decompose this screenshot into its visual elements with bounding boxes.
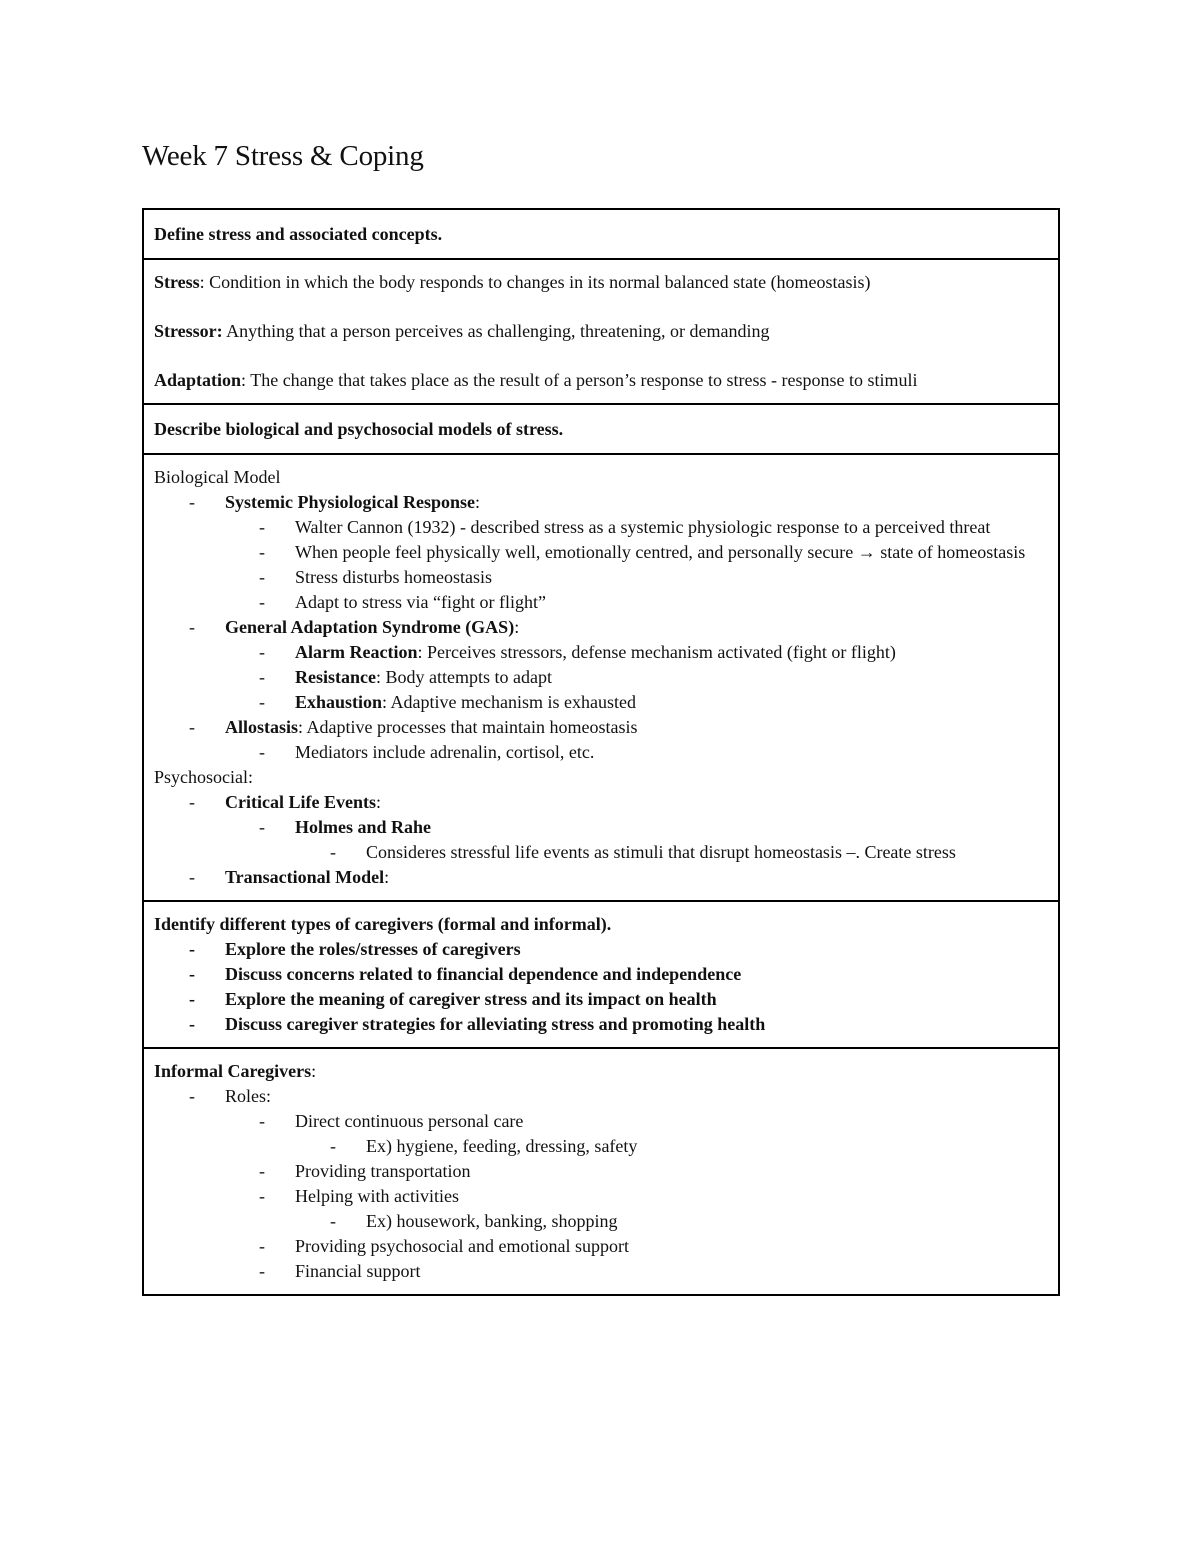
definition-text: : Condition in which the body responds to changes in its normal balanced state (homeostasis) bbox=[199, 272, 871, 292]
dash-bullet: - bbox=[189, 792, 195, 812]
definition-text: Anything that a person perceives as challenging, threatening, or demanding bbox=[222, 321, 770, 341]
dash-bullet: - bbox=[259, 517, 265, 537]
dash-bullet: - bbox=[189, 867, 195, 887]
dash-bullet: - bbox=[189, 1086, 195, 1106]
dash-bullet: - bbox=[259, 642, 265, 662]
dash-bullet: - bbox=[189, 717, 195, 737]
term-stress: Stress bbox=[154, 272, 200, 292]
dash-bullet: - bbox=[259, 567, 265, 587]
dash-bullet: - bbox=[259, 742, 265, 762]
dash-bullet: - bbox=[330, 1136, 336, 1156]
list-item: - Resistance: Body attempts to adapt bbox=[154, 665, 1048, 690]
dash-bullet: - bbox=[189, 1014, 195, 1034]
list-item: - Financial support bbox=[154, 1259, 1048, 1284]
informal-caregivers-label: Informal Caregivers: bbox=[154, 1061, 317, 1081]
list-item: - Discuss concerns related to financial dependence and independence bbox=[154, 962, 1048, 987]
biological-model-label: Biological Model bbox=[154, 467, 281, 487]
dash-bullet: - bbox=[259, 1261, 265, 1281]
list-item: - General Adaptation Syndrome (GAS): bbox=[154, 615, 1048, 640]
list-item: - Discuss caregiver strategies for alleviating stress and promoting health bbox=[154, 1012, 1048, 1037]
dash-bullet: - bbox=[259, 667, 265, 687]
list-item: - When people feel physically well, emotionally centred, and personally secure → state of homeostasis bbox=[154, 540, 1048, 565]
definition-adaptation bbox=[154, 368, 1048, 393]
dash-bullet: - bbox=[259, 692, 265, 712]
list-item: - Explore the roles/stresses of caregivers bbox=[154, 937, 1048, 962]
section-heading-models: Describe biological and psychosocial models of stress. bbox=[144, 403, 1058, 453]
section-heading-define-stress: Define stress and associated concepts. bbox=[154, 224, 443, 244]
notes-table bbox=[142, 208, 1060, 1296]
models-cell bbox=[144, 453, 1058, 900]
list-item: - Consideres stressful life events as stimuli that disrupt homeostasis –. Create stress bbox=[154, 840, 1048, 865]
section-heading-caregivers bbox=[144, 900, 1058, 1047]
term-adaptation: Adaptation bbox=[154, 370, 242, 390]
dash-bullet: - bbox=[189, 939, 195, 959]
dash-bullet: - bbox=[189, 964, 195, 984]
informal-caregivers-cell bbox=[144, 1047, 1058, 1294]
dash-bullet: - bbox=[259, 592, 265, 612]
definition-stressor bbox=[154, 319, 1048, 344]
list-item: - Exhaustion: Adaptive mechanism is exhausted bbox=[154, 690, 1048, 715]
list-item: - Helping with activities bbox=[154, 1184, 1048, 1209]
list-item: - Roles: bbox=[154, 1084, 1048, 1109]
dash-bullet: - bbox=[259, 1236, 265, 1256]
page-title: Week 7 Stress & Coping bbox=[142, 140, 424, 172]
dash-bullet: - bbox=[259, 1186, 265, 1206]
dash-bullet: - bbox=[259, 1111, 265, 1131]
list-item: - Alarm Reaction: Perceives stressors, defense mechanism activated (fight or flight) bbox=[154, 640, 1048, 665]
psychosocial-label: Psychosocial: bbox=[154, 767, 253, 787]
list-item: - Explore the meaning of caregiver stress and its impact on health bbox=[154, 987, 1048, 1012]
list-item: - Mediators include adrenalin, cortisol, etc. bbox=[154, 740, 1048, 765]
list-item: - Critical Life Events: bbox=[154, 790, 1048, 815]
list-item: - Direct continuous personal care bbox=[154, 1109, 1048, 1134]
list-item: - Systemic Physiological Response: bbox=[154, 490, 1048, 515]
list-item: - Adapt to stress via “fight or flight” bbox=[154, 590, 1048, 615]
dash-bullet: - bbox=[259, 542, 265, 562]
list-item: - Ex) housework, banking, shopping bbox=[154, 1209, 1048, 1234]
list-item: - Providing transportation bbox=[154, 1159, 1048, 1184]
definitions-cell bbox=[144, 258, 1058, 403]
dash-bullet: - bbox=[189, 617, 195, 637]
dash-bullet: - bbox=[259, 1161, 265, 1181]
list-item: - Ex) hygiene, feeding, dressing, safety bbox=[154, 1134, 1048, 1159]
term-stressor: Stressor: bbox=[154, 321, 223, 341]
list-item: - Transactional Model: bbox=[154, 865, 1048, 890]
dash-bullet: - bbox=[259, 817, 265, 837]
list-item: - Providing psychosocial and emotional support bbox=[154, 1234, 1048, 1259]
list-item: - Allostasis: Adaptive processes that maintain homeostasis bbox=[154, 715, 1048, 740]
list-item: - Stress disturbs homeostasis bbox=[154, 565, 1048, 590]
dash-bullet: - bbox=[330, 1211, 336, 1231]
definition-stress bbox=[154, 270, 1048, 295]
caregivers-heading: Identify different types of caregivers (formal and informal). bbox=[154, 914, 612, 934]
dash-bullet: - bbox=[189, 989, 195, 1009]
list-item: - Holmes and Rahe bbox=[154, 815, 1048, 840]
list-item: - Walter Cannon (1932) - described stress as a systemic physiologic response to a perceived threat bbox=[154, 515, 1048, 540]
dash-bullet: - bbox=[330, 842, 336, 862]
dash-bullet: - bbox=[189, 492, 195, 512]
definition-text: : The change that takes place as the result of a person’s response to stress - response to stimuli bbox=[241, 370, 918, 390]
